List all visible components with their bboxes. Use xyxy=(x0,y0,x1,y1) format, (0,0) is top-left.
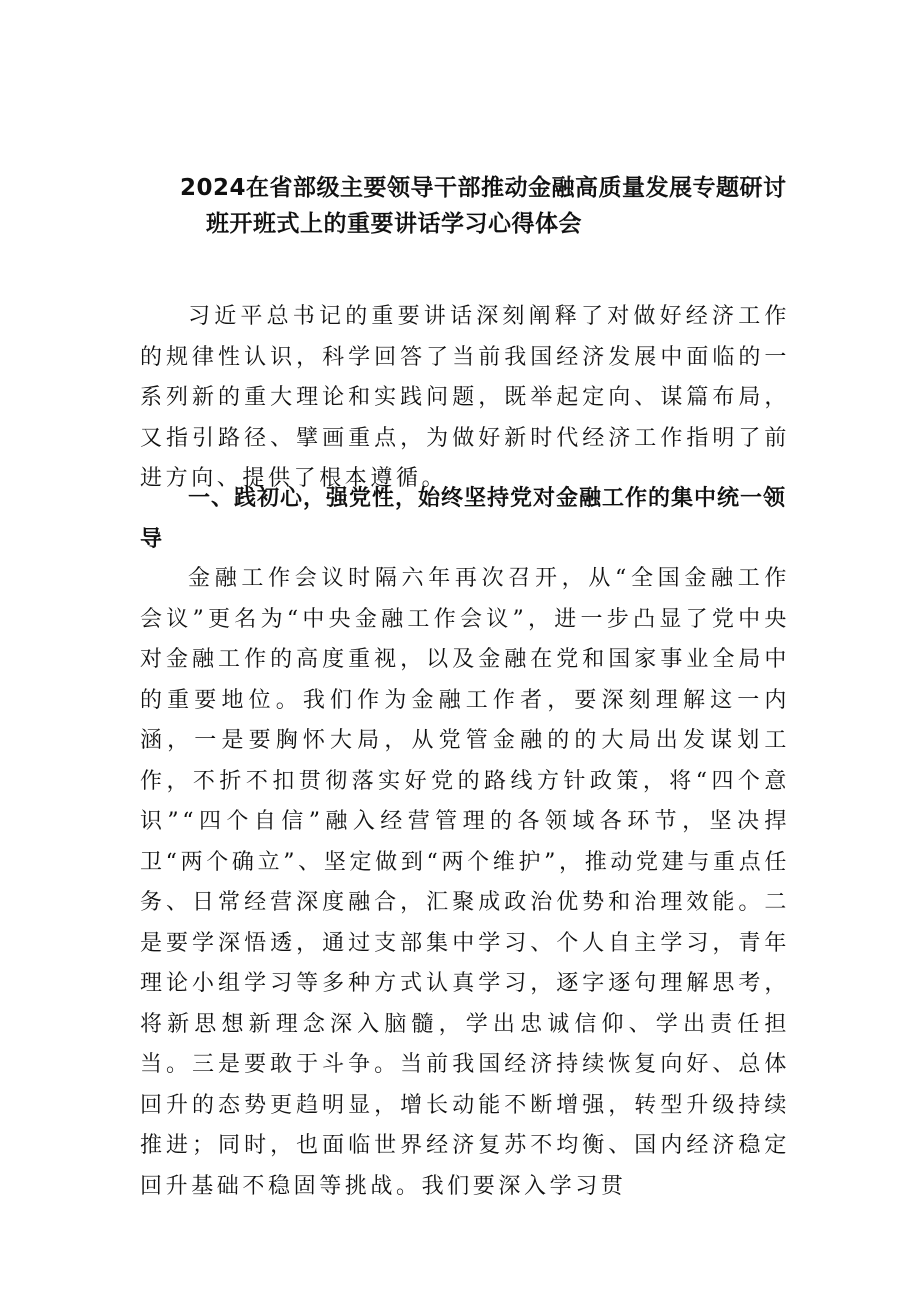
section-heading-1: 一、践初心，强党性，始终坚持党对金融工作的集中统一领导 xyxy=(140,486,787,552)
intro-paragraph: 习近平总书记的重要讲话深刻阐释了对做好经济工作的规律性认识，科学回答了当前我国经济发展中面临的一系列新的重大理论和实践问题，既举起定向、谋篇布局，又指引路径、擘画重点，为做好新时代经济工作指明了前进方向、提供了根本遵循。 xyxy=(140,304,790,491)
document-title xyxy=(180,170,800,242)
title-line-1: 2024在省部级主要领导干部推动金融高质量发展专题研讨 xyxy=(180,175,787,201)
title-line-2: 班开班式上的重要讲话学习心得体会 xyxy=(206,211,582,237)
section-paragraph-1: 金融工作会议时隔六年再次召开，从“全国金融工作会议”更名为“中央金融工作会议”，进一步凸显了党中央对金融工作的高度重视，以及金融在党和国家事业全局中的重要地位。我们作为金融工作者，要深刻理解这一内涵，一是要胸怀大局，从党管金融的的大局出发谋划工作，不折不扣贯彻落实好党的路线方针政策，将“四个意识”“四个自信”融入经营管理的各领域各环节，坚决捍卫“两个确立”、坚定做到“两个维护”，推动党建与重点任务、日常经营深度融合，汇聚成政治优势和治理效能。二是要学深悟透，通过支部集中学习、个人自主学习，青年理论小组学习等多种方式认真学习，逐字逐句理解思考，将新思想新理念深入脑髓，学出忠诚信仰、学出责任担当。三是要敢于斗争。当前我国经济持续恢复向好、总体回升的态势更趋明显，增长动能不断增强，转型升级持续推进；同时，也面临世界经济复苏不均衡、国内经济稳定回升基础不稳固等挑战。我们要深入学习贯 xyxy=(140,566,790,1199)
